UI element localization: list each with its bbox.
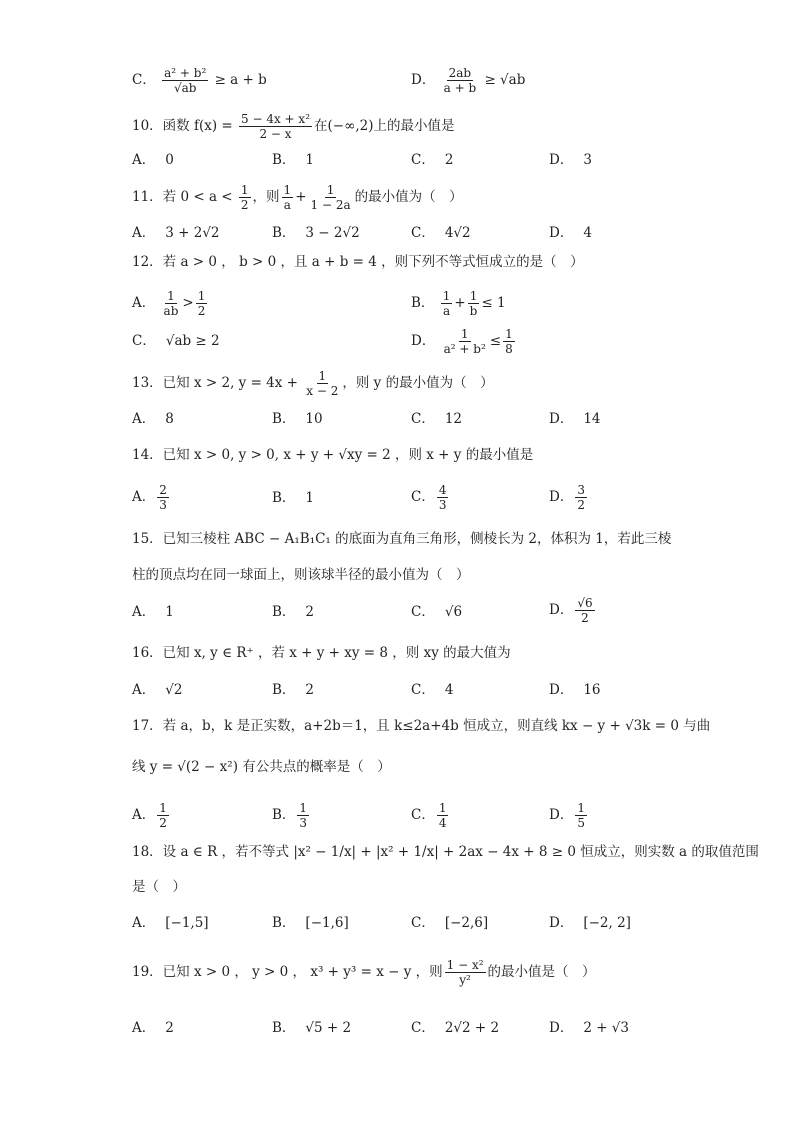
denominator: a [442,304,451,318]
question-text: 10．函数 f(x) = [132,118,238,134]
numerator: 1 [167,289,175,303]
fraction [442,327,488,356]
option-label: A． [132,489,156,505]
question-text: ，则 y 的最小值为（ ） [342,375,494,391]
option-a [132,483,171,512]
fraction [575,801,587,830]
option-b [272,603,314,621]
option-c [411,801,450,830]
option-c [411,151,453,169]
question-text: 11．若 0 < a < [132,189,237,205]
option-b [272,1019,351,1037]
option-label: B． [411,295,435,311]
question-10 [132,112,454,141]
denominator: 2 [197,304,206,318]
numerator: 1 [442,289,451,303]
question-12: 12．若 a > 0 ， b > 0 ，且 a + b = 4 ，则下列不等式恒成立的是（ ） [132,254,584,270]
option-label: D． [549,152,574,168]
option-a [132,801,171,830]
option-c [411,1019,499,1037]
numerator: 1 [460,327,469,341]
option-text: 2 [305,604,315,620]
fraction [304,369,340,398]
option-d [549,224,592,242]
denominator: 3 [299,816,308,830]
numerator: 1 [318,369,327,383]
option-text: 2 + √3 [583,1020,630,1036]
option-text: 4 [444,682,454,698]
denominator: b [469,304,478,318]
question-15: 15．已知三棱柱 ABC − A₁B₁C₁ 的底面为直角三角形，侧棱长为 2，体积为 1，若此三棱 [132,531,672,547]
option-a [132,289,209,318]
numerator: √6 [577,596,593,610]
numerator: a² + b² [164,66,207,80]
option-label: D． [411,333,436,349]
option-text: [−2,6] [444,915,489,931]
denominator: a [283,198,291,212]
option-label: D． [411,72,436,88]
option-text: 16 [583,682,601,698]
option-text: 2 [444,152,454,168]
numerator: 1 [326,183,335,197]
option-d [549,1019,629,1037]
option-text: 4√2 [444,225,471,241]
option-label: D． [549,411,574,427]
denominator: 5 [577,816,585,830]
option-b [272,410,323,428]
numerator: 1 [505,327,513,341]
option-label: A． [132,225,156,241]
option-b [272,151,314,169]
option-d [549,596,597,625]
option-label: B． [272,682,296,698]
numerator: 1 [240,183,249,197]
option-tail: ≥ a + b [214,72,267,88]
option-b [272,914,349,932]
option-label: A． [132,411,156,427]
denominator: 2 [577,498,585,512]
numerator: 3 [577,483,585,497]
option-d [549,914,631,932]
option-tail: ≤ [489,333,502,349]
option-text: 10 [305,411,323,427]
option-label: D． [549,225,574,241]
fraction [157,801,169,830]
option-text: √ab ≥ 2 [165,333,220,349]
numerator: 1 − x² [446,958,484,972]
option-d [549,410,601,428]
option-text: √6 [444,604,463,620]
option-label: A． [132,604,156,620]
fraction [441,289,453,318]
question-14: 14．已知 x > 0, y > 0, x + y + √xy = 2 ，则 x + y 的最小值是 [132,447,534,463]
question-13 [132,369,494,398]
option-d [411,327,517,356]
fraction [297,801,309,830]
option-label: C． [411,682,435,698]
option-text: 2 [165,1020,174,1036]
option-label: B． [272,225,296,241]
fraction [468,289,480,318]
denominator: y² [459,973,471,987]
denominator: √ab [173,81,197,95]
option-label: A． [132,915,156,931]
option-a [132,681,182,699]
option-b [272,489,314,507]
option-label: D． [549,682,574,698]
option-label: B． [272,490,296,506]
option-text: 2√2 + 2 [444,1020,500,1036]
option-text: 3 + 2√2 [165,225,220,241]
option-a [132,603,174,621]
option-c [132,66,267,95]
option-d [411,66,525,95]
option-d [549,681,601,699]
fraction [162,289,181,318]
denominator: 3 [438,498,447,512]
fraction [575,596,594,625]
fraction [503,327,515,356]
option-text: 1 [165,604,174,620]
denominator: a² + b² [443,342,486,356]
option-b [272,681,314,699]
option-label: C． [411,489,435,505]
option-text: 2 [305,682,315,698]
option-a [132,1019,174,1037]
question-text: 13．已知 x > 2, y = 4x + [132,375,303,391]
option-text: 3 [583,152,592,168]
denominator: 1 − 2a [310,198,351,212]
fraction [162,66,208,95]
option-b [272,801,311,830]
option-text: 1 [305,490,315,506]
option-label: C． [132,333,156,349]
option-text: 14 [583,411,601,427]
option-label: C． [411,1020,435,1036]
question-text: 19．已知 x > 0 ， y > 0 ， x³ + y³ = x − y ，则 [132,964,443,980]
option-tail: + [454,295,466,311]
option-text: [−1,6] [305,915,349,931]
option-c [132,332,220,350]
option-label: C． [411,225,435,241]
numerator: 1 [299,801,308,815]
question-17: 17．若 a，b，k 是正实数，a+2b＝1，且 k≤2a+4b 恒成立，则直线 kx − y + √3k = 0 与曲 [132,718,711,734]
option-label: C． [411,152,435,168]
option-c [411,224,471,242]
option-label: D． [549,1020,574,1036]
denominator: 2 − x [259,127,292,141]
option-tail: ≤ 1 [481,295,506,311]
numerator: 2 [159,483,167,497]
numerator: 1 [159,801,167,815]
option-text: [−1,5] [165,915,209,931]
option-c [411,914,488,932]
option-label: B． [272,1020,296,1036]
option-tail: ≥ √ab [484,72,526,88]
option-label: D． [549,602,574,618]
option-label: C． [411,604,435,620]
denominator: 2 [240,198,249,212]
fraction [575,483,587,512]
fraction [282,183,294,212]
option-b [272,224,360,242]
denominator: 8 [505,342,513,356]
option-c [411,410,462,428]
option-d [549,151,592,169]
numerator: 1 [469,289,478,303]
question-text: 的最小值是（ ） [487,964,596,980]
option-a [132,224,220,242]
option-label: D． [549,489,574,505]
option-label: B． [272,411,296,427]
option-label: A． [132,295,156,311]
numerator: 5 − 4x + x² [241,112,310,126]
question-11 [132,183,463,212]
fraction [309,183,353,212]
question-text: ，则 [252,189,280,205]
denominator: 2 [159,816,167,830]
option-label: B． [272,915,296,931]
option-text: 12 [444,411,463,427]
option-tail: > [182,295,194,311]
question-text: 在(−∞,2)上的最小值是 [314,118,455,134]
option-c [411,603,462,621]
option-b [411,289,506,318]
option-text: 0 [165,152,174,168]
option-label: C． [411,915,435,931]
denominator: x − 2 [306,384,339,398]
option-a [132,151,174,169]
denominator: 4 [438,816,447,830]
numerator: 2ab [448,66,472,80]
option-d [549,483,589,512]
option-label: A． [132,807,156,823]
option-text: 3 − 2√2 [305,225,360,241]
option-label: D． [549,915,574,931]
question-18-cont: 是（ ） [132,879,186,895]
option-text: √5 + 2 [305,1020,352,1036]
numerator: 1 [577,801,585,815]
option-label: C． [132,72,156,88]
option-a [132,410,174,428]
numerator: 1 [438,801,447,815]
denominator: a + b [443,81,477,95]
fraction [442,66,479,95]
option-text: 8 [165,411,174,427]
option-label: A． [132,152,156,168]
numerator: 4 [438,483,447,497]
option-a [132,914,209,932]
fraction [239,112,312,141]
question-16: 16．已知 x, y ∈ R⁺ ，若 x + y + xy = 8 ，则 xy 的最大值为 [132,645,511,661]
option-text: √2 [165,682,183,698]
question-15-cont: 柱的顶点均在同一球面上，则该球半径的最小值为（ ） [132,567,470,583]
option-label: B． [272,604,296,620]
option-label: C． [411,807,435,823]
option-label: A． [132,682,156,698]
question-text: + [295,189,307,205]
option-d [549,801,589,830]
question-text: 的最小值为（ ） [354,189,463,205]
option-label: B． [272,152,296,168]
question-17-cont: 线 y = √(2 − x²) 有公共点的概率是（ ） [132,759,391,775]
option-text: 1 [305,152,315,168]
fraction [239,183,251,212]
fraction [437,801,449,830]
fraction [445,958,486,987]
option-c [411,681,453,699]
question-18: 18．设 a ∈ R ，若不等式 |x² − 1/x| + |x² + 1/x| + 2ax − 4x + 8 ≥ 0 恒成立，则实数 a 的取值范围 [132,844,759,860]
option-text: [−2, 2] [583,915,631,931]
option-label: D． [549,807,574,823]
option-label: A． [132,1020,156,1036]
denominator: ab [163,304,179,318]
option-label: B． [272,807,296,823]
numerator: 1 [197,289,206,303]
option-label: C． [411,411,435,427]
denominator: 3 [159,498,167,512]
numerator: 1 [283,183,292,197]
denominator: 2 [581,611,589,625]
option-c [411,483,450,512]
fraction [437,483,449,512]
question-19 [132,958,596,987]
fraction [196,289,208,318]
fraction [157,483,169,512]
option-text: 4 [583,225,592,241]
